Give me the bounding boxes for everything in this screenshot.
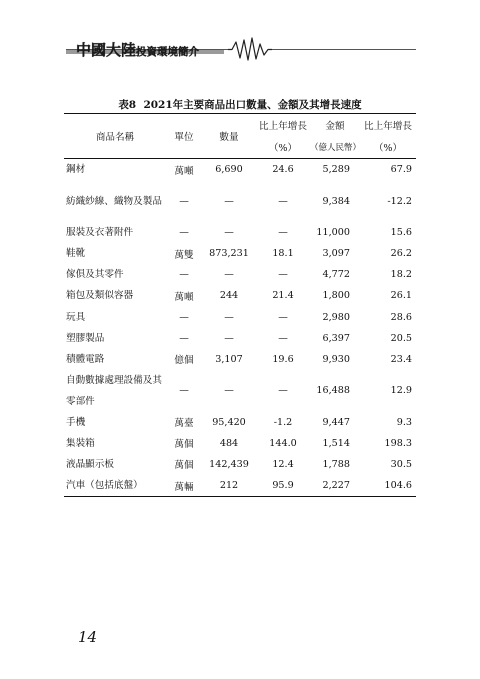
table-caption-text: 2021年主要商品出口數量、金額及其增長速度 (143, 99, 362, 111)
cell-amt-growth: 104.6 (360, 475, 416, 497)
cell-name: 集裝箱 (66, 437, 95, 449)
cell-qty-growth: — (278, 385, 288, 397)
cell-unit: 萬雙 (174, 249, 194, 261)
cell-unit: 萬個 (174, 460, 194, 472)
cell-name: 鞋靴 (66, 248, 86, 260)
header-decoration (0, 0, 480, 70)
cell-amt-growth: 20.5 (390, 332, 412, 344)
cell-name: 塑膠製品 (66, 332, 105, 344)
cell-unit: 萬噸 (174, 291, 194, 303)
header-amount: 金額 (310, 114, 360, 137)
cell-unit: — (179, 385, 189, 397)
header-unit: 單位 (166, 114, 202, 159)
cell-amount: 1,788 (322, 458, 350, 470)
table-row (64, 264, 416, 285)
cell-unit: — (179, 269, 189, 281)
table-row (64, 433, 416, 454)
cell-name: 手機 (66, 416, 86, 428)
cell-amount: 2,980 (322, 311, 350, 323)
export-table (64, 113, 416, 497)
table-row (64, 243, 416, 264)
cell-qty-growth: -1.2 (273, 416, 293, 428)
cell-qty-growth: 18.1 (272, 248, 294, 260)
table-row (64, 285, 416, 306)
cell-qty-growth: 144.0 (269, 437, 297, 449)
table-row (64, 412, 416, 433)
cell-amount: 9,447 (322, 416, 350, 428)
cell-name: 箱包及類似容器 (66, 290, 134, 302)
cell-amt-growth: 12.9 (390, 385, 412, 397)
header-amt-growth: 比上年增長 (360, 114, 416, 137)
cell-qty-growth: 21.4 (272, 290, 294, 302)
cell-unit: 億個 (174, 355, 194, 367)
cell-quantity: 873,231 (209, 248, 249, 260)
header-qty-growth: 比上年增長 (256, 114, 310, 137)
header-qty-growth-unit: （%） (256, 136, 310, 159)
cell-unit: — (179, 195, 189, 207)
cell-amt-growth: 198.3 (384, 437, 412, 449)
table-row (64, 349, 416, 370)
page-number: 14 (78, 628, 98, 646)
cell-name: 服裝及衣著附件 (66, 227, 134, 239)
cell-quantity: — (224, 332, 234, 344)
cell-name: 紡織紗線、織物及製品 (66, 195, 162, 207)
book-title (76, 39, 199, 60)
cell-quantity: 142,439 (209, 458, 249, 470)
cell-quantity: — (224, 195, 234, 207)
header-amt-growth-unit: （%） (360, 136, 416, 159)
cell-amt-growth: 9.3 (396, 416, 412, 428)
cell-amount: 9,384 (322, 195, 350, 207)
cell-amt-growth: 26.1 (390, 290, 412, 302)
table-row (64, 306, 416, 327)
cell-amount: 5,289 (322, 164, 350, 176)
cell-amt-growth: 23.4 (390, 353, 412, 365)
cell-quantity: 6,690 (215, 164, 243, 176)
cell-quantity: 212 (202, 475, 256, 497)
table-row (64, 370, 416, 412)
cell-qty-growth: 19.6 (272, 353, 294, 365)
cell-qty-growth: 12.4 (272, 458, 294, 470)
cell-quantity: — (224, 311, 234, 323)
cell-amount: 2,227 (310, 475, 360, 497)
cell-qty-growth: 24.6 (272, 164, 294, 176)
cell-amount: 11,000 (316, 227, 350, 239)
header-quantity: 數量 (202, 114, 256, 159)
cell-qty-growth: — (278, 227, 288, 239)
cell-quantity: — (224, 227, 234, 239)
cell-amt-growth: 26.2 (390, 248, 412, 260)
table-row (64, 180, 416, 222)
table-row (64, 475, 416, 497)
cell-qty-growth: 95.9 (256, 475, 310, 497)
table-row (64, 159, 416, 181)
cell-qty-growth: — (278, 332, 288, 344)
cell-qty-growth: — (278, 195, 288, 207)
book-title-main: 中國大陸 (76, 41, 137, 59)
book-title-sub: 投資環境簡介 (136, 46, 200, 58)
header-amount-unit: （億人民幣） (310, 136, 360, 159)
cell-unit: — (179, 332, 189, 344)
cell-quantity: — (224, 385, 234, 397)
cell-quantity: 3,107 (215, 353, 243, 365)
cell-name: 積體電路 (66, 353, 105, 365)
table-row (64, 328, 416, 349)
cell-amount: 1,514 (322, 437, 350, 449)
cell-unit: 萬臺 (174, 418, 194, 430)
cell-quantity: 244 (219, 290, 239, 302)
cell-name: 傢俱及其零件 (66, 269, 124, 281)
table-row (64, 222, 416, 243)
cell-name: 汽車（包括底盤） (64, 475, 166, 497)
cell-unit: 萬噸 (174, 165, 194, 177)
cell-amt-growth: 15.6 (390, 227, 412, 239)
cell-unit: 萬輛 (166, 475, 202, 497)
heartbeat-line-icon (228, 38, 272, 60)
cell-amt-growth: 67.9 (390, 164, 412, 176)
cell-quantity: 95,420 (212, 416, 246, 428)
cell-amount: 9,930 (322, 353, 350, 365)
cell-amt-growth: 28.6 (390, 311, 412, 323)
cell-unit: — (179, 227, 189, 239)
cell-amount: 16,488 (316, 385, 350, 397)
table-row (64, 454, 416, 475)
cell-unit: 萬個 (174, 439, 194, 451)
cell-qty-growth: — (278, 311, 288, 323)
cell-amount: 6,397 (322, 332, 350, 344)
cell-quantity: — (224, 269, 234, 281)
cell-amt-growth: 30.5 (390, 458, 412, 470)
cell-name: 液晶顯示板 (66, 458, 114, 470)
table-caption-label: 表8 (118, 99, 137, 111)
cell-qty-growth: — (278, 269, 288, 281)
cell-amount: 1,800 (322, 290, 350, 302)
cell-amount: 4,772 (322, 269, 350, 281)
cell-amt-growth: -12.2 (387, 195, 412, 207)
cell-name: 自動數據處理設備及其零部件 (66, 374, 162, 407)
cell-amt-growth: 18.2 (390, 269, 412, 281)
cell-name: 鋼材 (66, 164, 86, 176)
header-name: 商品名稱 (64, 114, 166, 159)
cell-unit: — (179, 311, 189, 323)
cell-name: 玩具 (66, 311, 86, 323)
table-caption (0, 97, 480, 112)
cell-quantity: 484 (219, 437, 239, 449)
cell-amount: 3,097 (322, 248, 350, 260)
